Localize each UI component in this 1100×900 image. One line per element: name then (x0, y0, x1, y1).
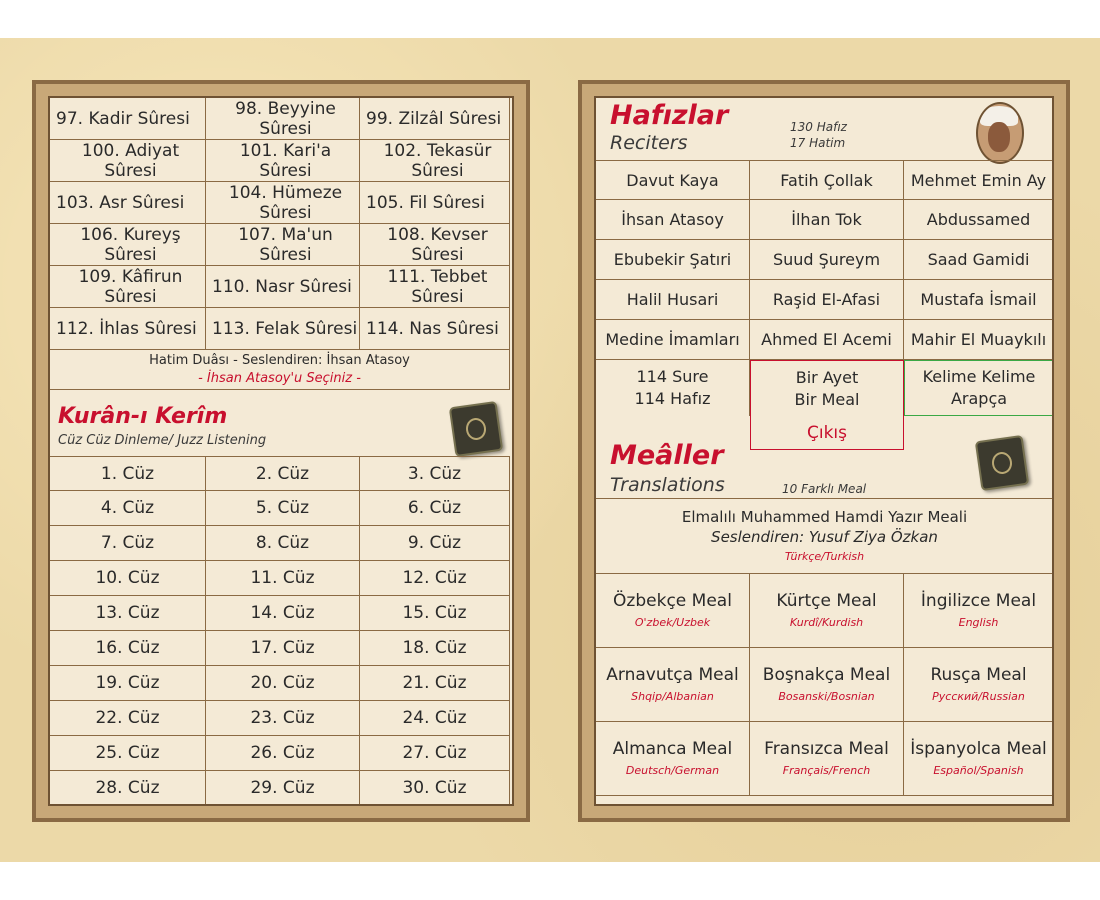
reciter-item[interactable]: İlhan Tok (750, 200, 904, 240)
option-bir-ayet-line2: Bir Meal (794, 389, 860, 409)
juz-item[interactable]: 7. Cüz (50, 526, 206, 561)
reciter-item[interactable]: Ebubekir Şatıri (596, 240, 750, 280)
translation-item[interactable] (904, 722, 1054, 796)
reciters-title: Hafızlar (610, 100, 729, 131)
translation-language: Français/French (782, 764, 871, 778)
translation-language: Español/Spanish (933, 764, 1024, 778)
juz-item[interactable]: 30. Cüz (360, 771, 510, 806)
translations-subtitle: Translations (610, 474, 725, 496)
translation-language: Deutsch/German (625, 764, 720, 778)
juz-item[interactable]: 24. Cüz (360, 701, 510, 736)
surah-item[interactable]: 112. İhlas Sûresi (50, 308, 206, 350)
translation-item[interactable] (750, 648, 904, 722)
reciter-item[interactable]: Mehmet Emin Ay (904, 160, 1054, 200)
featured-meal-lang: Türkçe/Turkish (784, 550, 865, 564)
translation-language: O'zbek/Uzbek (634, 616, 711, 630)
juz-item[interactable]: 18. Cüz (360, 631, 510, 666)
juz-item[interactable]: 1. Cüz (50, 456, 206, 491)
translation-language: English (958, 616, 999, 630)
juz-item[interactable]: 28. Cüz (50, 771, 206, 806)
juz-item[interactable]: 25. Cüz (50, 736, 206, 771)
translation-name: İspanyolca Meal (910, 739, 1047, 760)
juz-item[interactable]: 14. Cüz (206, 596, 360, 631)
reciter-item[interactable]: Fatih Çollak (750, 160, 904, 200)
quran-book-icon (449, 401, 503, 457)
surah-item[interactable]: 114. Nas Sûresi (360, 308, 510, 350)
option-114-sure-line2: 114 Hafız (634, 389, 711, 408)
reciter-item[interactable]: Medine İmamları (596, 320, 750, 360)
juz-item[interactable]: 12. Cüz (360, 561, 510, 596)
surah-item[interactable]: 107. Ma'un Sûresi (206, 224, 360, 266)
reciter-item[interactable]: Mahir El Muaykılı (904, 320, 1054, 360)
reciter-item[interactable]: İhsan Atasoy (596, 200, 750, 240)
translation-item[interactable] (750, 574, 904, 648)
hatim-dua-hint: - İhsan Atasoy'u Seçiniz - (198, 370, 361, 386)
juz-item[interactable]: 3. Cüz (360, 456, 510, 491)
juz-item[interactable]: 26. Cüz (206, 736, 360, 771)
right-page-inner (594, 96, 1054, 806)
reciters-subtitle: Reciters (610, 132, 688, 154)
translation-language: Русский/Russian (932, 690, 1025, 704)
translation-name: İngilizce Meal (920, 591, 1037, 612)
option-kelime-kelime-line2: Arapça (950, 389, 1008, 408)
surah-item[interactable]: 105. Fil Sûresi (360, 182, 510, 224)
reciter-item[interactable]: Halil Husari (596, 280, 750, 320)
reciter-item[interactable]: Suud Şureym (750, 240, 904, 280)
translation-item[interactable] (596, 648, 750, 722)
translation-language: Bosanski/Bosnian (778, 690, 875, 704)
translation-language: Shqip/Albanian (631, 690, 714, 704)
translations-book-icon (975, 435, 1029, 491)
reciter-item[interactable]: Raşid El-Afasi (750, 280, 904, 320)
surah-item[interactable]: 111. Tebbet Sûresi (360, 266, 510, 308)
translation-item[interactable] (904, 574, 1054, 648)
featured-meal-button[interactable] (596, 498, 1054, 574)
surah-item[interactable]: 99. Zilzâl Sûresi (360, 98, 510, 140)
translations-title: Meâller (610, 440, 724, 471)
juz-item[interactable]: 13. Cüz (50, 596, 206, 631)
translations-count: 10 Farklı Meal (782, 482, 867, 496)
translation-name: Rusça Meal (930, 665, 1027, 686)
option-bir-ayet[interactable] (750, 360, 904, 416)
translation-language: Kurdî/Kurdish (789, 616, 864, 630)
quran-subtitle: Cüz Cüz Dinleme/ Juzz Listening (58, 433, 267, 448)
juz-item[interactable]: 23. Cüz (206, 701, 360, 736)
juz-item[interactable]: 22. Cüz (50, 701, 206, 736)
reciter-item[interactable]: Davut Kaya (596, 160, 750, 200)
juz-item[interactable]: 2. Cüz (206, 456, 360, 491)
surah-item[interactable]: 101. Kari'a Sûresi (206, 140, 360, 182)
translation-item[interactable] (596, 574, 750, 648)
reciters-count-hatim: 17 Hatim (790, 136, 846, 150)
juz-item[interactable]: 20. Cüz (206, 666, 360, 701)
quran-title: Kurân-ı Kerîm (58, 404, 228, 429)
surah-item[interactable]: 98. Beyyine Sûresi (206, 98, 360, 140)
reciter-item[interactable]: Abdussamed (904, 200, 1054, 240)
exit-button[interactable]: Çıkış (750, 416, 904, 450)
option-114-sure-line1: 114 Sure (636, 367, 709, 387)
surah-item[interactable]: 97. Kadir Sûresi (50, 98, 206, 140)
juz-item[interactable]: 19. Cüz (50, 666, 206, 701)
juz-item[interactable]: 8. Cüz (206, 526, 360, 561)
surah-item[interactable]: 110. Nasr Sûresi (206, 266, 360, 308)
juz-item[interactable]: 29. Cüz (206, 771, 360, 806)
featured-meal-title: Elmalılı Muhammed Hamdi Yazır Meali (681, 507, 968, 526)
surah-item[interactable]: 103. Asr Sûresi (50, 182, 206, 224)
right-page (578, 80, 1070, 822)
translation-name: Özbekçe Meal (613, 591, 732, 612)
surah-item[interactable]: 100. Adiyat Sûresi (50, 140, 206, 182)
translation-name: Almanca Meal (612, 739, 733, 760)
juz-item[interactable]: 21. Cüz (360, 666, 510, 701)
juz-item[interactable]: 10. Cüz (50, 561, 206, 596)
surah-item[interactable]: 109. Kâfirun Sûresi (50, 266, 206, 308)
left-page (32, 80, 530, 822)
juz-item[interactable]: 5. Cüz (206, 491, 360, 526)
translation-name: Boşnakça Meal (762, 665, 891, 686)
surah-item[interactable]: 106. Kureyş Sûresi (50, 224, 206, 266)
reciters-count-hafiz: 130 Hafız (790, 120, 847, 134)
juz-item[interactable]: 4. Cüz (50, 491, 206, 526)
reciter-portrait (976, 102, 1024, 164)
reciter-item[interactable]: Ahmed El Acemi (750, 320, 904, 360)
translation-name: Arnavutça Meal (606, 665, 739, 686)
juz-item[interactable]: 11. Cüz (206, 561, 360, 596)
option-kelime-kelime-line1: Kelime Kelime (922, 367, 1036, 387)
option-114-sure[interactable] (596, 360, 750, 416)
surah-item[interactable]: 113. Felak Sûresi (206, 308, 360, 350)
juz-item[interactable]: 15. Cüz (360, 596, 510, 631)
juz-item[interactable]: 6. Cüz (360, 491, 510, 526)
translation-name: Kürtçe Meal (776, 591, 877, 612)
reciter-item[interactable]: Mustafa İsmail (904, 280, 1054, 320)
option-kelime-kelime[interactable] (904, 360, 1054, 416)
left-page-inner (48, 96, 514, 806)
translation-name: Fransızca Meal (764, 739, 889, 760)
hatim-dua-button[interactable] (50, 350, 510, 390)
reciter-item[interactable]: Saad Gamidi (904, 240, 1054, 280)
translation-item[interactable] (596, 722, 750, 796)
surah-item[interactable]: 108. Kevser Sûresi (360, 224, 510, 266)
surah-item[interactable]: 104. Hümeze Sûresi (206, 182, 360, 224)
option-bir-ayet-line1: Bir Ayet (795, 367, 859, 387)
translation-item[interactable] (904, 648, 1054, 722)
surah-item[interactable]: 102. Tekasür Sûresi (360, 140, 510, 182)
juz-item[interactable]: 17. Cüz (206, 631, 360, 666)
juz-item[interactable]: 27. Cüz (360, 736, 510, 771)
translation-item[interactable] (750, 722, 904, 796)
featured-meal-reciter: Seslendiren: Yusuf Ziya Özkan (711, 528, 938, 547)
juz-item[interactable]: 9. Cüz (360, 526, 510, 561)
juz-item[interactable]: 16. Cüz (50, 631, 206, 666)
hatim-dua-label: Hatim Duâsı - Seslendiren: İhsan Atasoy (149, 352, 410, 368)
